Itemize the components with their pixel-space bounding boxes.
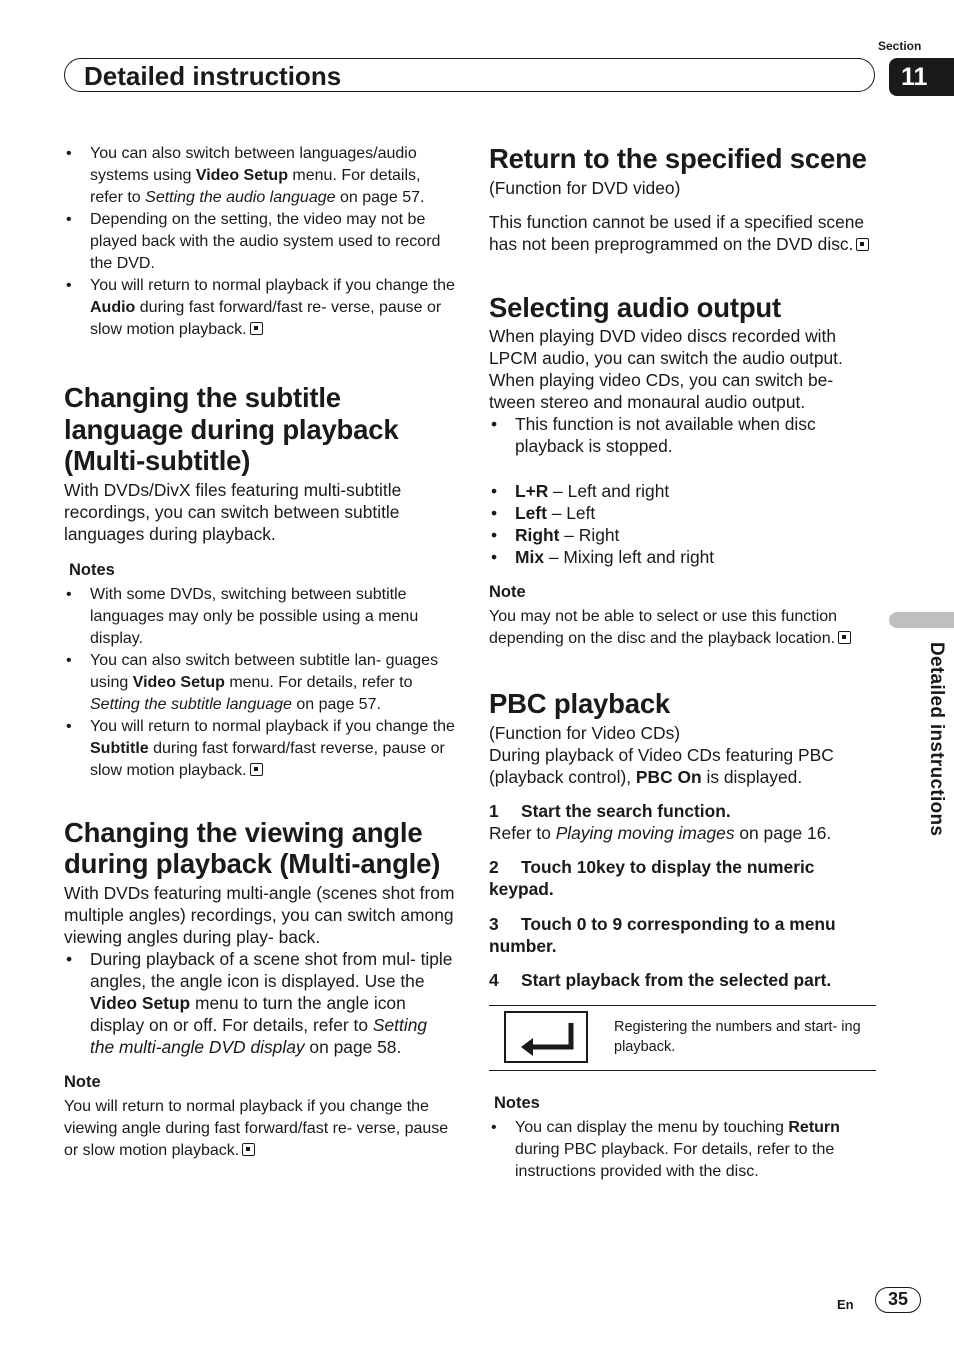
subtitle-body: With DVDs/DivX files featuring multi-subtitle recordings, you can switch between subtitle languages during playback. <box>64 479 402 544</box>
page-title: Detailed instructions <box>84 61 342 91</box>
note-heading: Note <box>489 583 526 601</box>
list-item: • This function is not available when disc playback is stopped. <box>489 413 879 457</box>
angle-bullets <box>64 948 456 1058</box>
pbc-body: During playback of Video CDs featuring PBC (playback control), PBC On is displayed. <box>489 744 834 787</box>
angle-note: You will return to normal playback if you change the viewing angle during fast forward/fast re- verse, pause or slow motion playback. <box>64 1097 449 1159</box>
step-2: 2 Touch 10key to display the numeric keypad. <box>489 856 815 899</box>
step-4: 4 Start playback from the selected part. <box>489 969 832 990</box>
end-mark-icon <box>856 238 869 251</box>
audio-option: • Left – Left <box>489 502 879 524</box>
section-heading-audio: Selecting audio output <box>489 291 781 323</box>
return-function-for: (Function for DVD video) <box>489 177 681 198</box>
end-mark-icon <box>242 1143 255 1156</box>
side-tab-label: Detailed instructions <box>926 642 947 837</box>
list-item: • You can also switch between subtitle lan- guages using Video Setup menu. For details, refer to Setting the subtitle language on page 57. <box>64 650 456 716</box>
audio-body: When playing DVD video discs recorded with LPCM audio, you can switch the audio output. When playing video CDs, you can switch be- tween stereo and monaural audio output. <box>489 326 843 412</box>
key-table <box>489 1005 876 1071</box>
section-heading-subtitle: Changing the subtitle language during playback (Multi-subtitle) <box>64 382 399 476</box>
list-item: • Depending on the setting, the video may not be played back with the audio system used to record the DVD. <box>64 209 456 275</box>
section-label: Section <box>878 39 922 53</box>
list-item: • You will return to normal playback if you change the Subtitle during fast forward/fast reverse, pause or slow motion playback. <box>64 716 456 782</box>
notes-heading: Notes <box>69 560 115 579</box>
audio-options <box>489 480 879 568</box>
step-1: 1 Start the search function. <box>489 800 731 821</box>
audio-note: You may not be able to select or use this function depending on the disc and the playback location. <box>489 606 879 650</box>
page-number: 35 <box>875 1287 921 1313</box>
step-1-reference: Refer to Playing moving images on page 16. <box>489 822 832 843</box>
audio-option: • L+R – Left and right <box>489 480 879 502</box>
end-mark-icon <box>838 631 851 644</box>
pbc-notes <box>489 1117 879 1183</box>
pbc-function-for: (Function for Video CDs) <box>489 722 681 743</box>
list-item: • You can also switch between languages/audio systems using Video Setup menu. For details, refer to Setting the audio language on page 57. <box>64 143 456 209</box>
step-3: 3 Touch 0 to 9 corresponding to a menu number. <box>489 913 836 956</box>
note-heading: Note <box>64 1072 101 1091</box>
language-label: En <box>837 1297 854 1312</box>
right-column <box>489 143 879 1183</box>
end-mark-icon <box>250 763 263 776</box>
intro-bullets <box>64 143 456 341</box>
left-column <box>64 143 456 1162</box>
notes-heading: Notes <box>494 1093 540 1112</box>
side-tab-marker <box>889 612 954 628</box>
audio-option: • Right – Right <box>489 524 879 546</box>
section-heading-pbc: PBC playback <box>489 688 671 719</box>
section-number: 11 <box>889 58 954 96</box>
audio-option: • Mix – Mixing left and right <box>489 546 879 568</box>
end-mark-icon <box>250 322 263 335</box>
subtitle-notes <box>64 584 456 782</box>
section-heading-angle: Changing the viewing angle during playback (Multi-angle) <box>64 816 441 879</box>
section-heading-return: Return to the specified scene <box>489 143 867 174</box>
return-body: This function cannot be used if a specified scene has not been preprogrammed on the DVD disc. <box>489 211 879 255</box>
angle-body: With DVDs featuring multi-angle (scenes shot from multiple angles) recordings, you can switch among viewing angles during play- back. <box>64 882 455 947</box>
list-item: • You will return to normal playback if you change the Audio during fast forward/fast re- verse, pause or slow motion playback. <box>64 275 456 341</box>
list-item: • With some DVDs, switching between subtitle languages may only be possible using a menu display. <box>64 584 456 650</box>
enter-arrow-icon <box>506 1013 586 1061</box>
audio-bullets <box>489 413 879 457</box>
key-caption: Registering the numbers and start- ing playback. <box>614 1018 861 1055</box>
enter-key-button[interactable] <box>504 1011 588 1063</box>
list-item: • You can display the menu by touching Return during PBC playback. For details, refer to the instructions provided with the disc. <box>489 1117 879 1183</box>
list-item: • During playback of a scene shot from mul- tiple angles, the angle icon is displayed. Use the Video Setup menu to turn the angle icon display on or off. For details, refer to Setting the multi-angle DVD display on page 58. <box>64 948 456 1058</box>
